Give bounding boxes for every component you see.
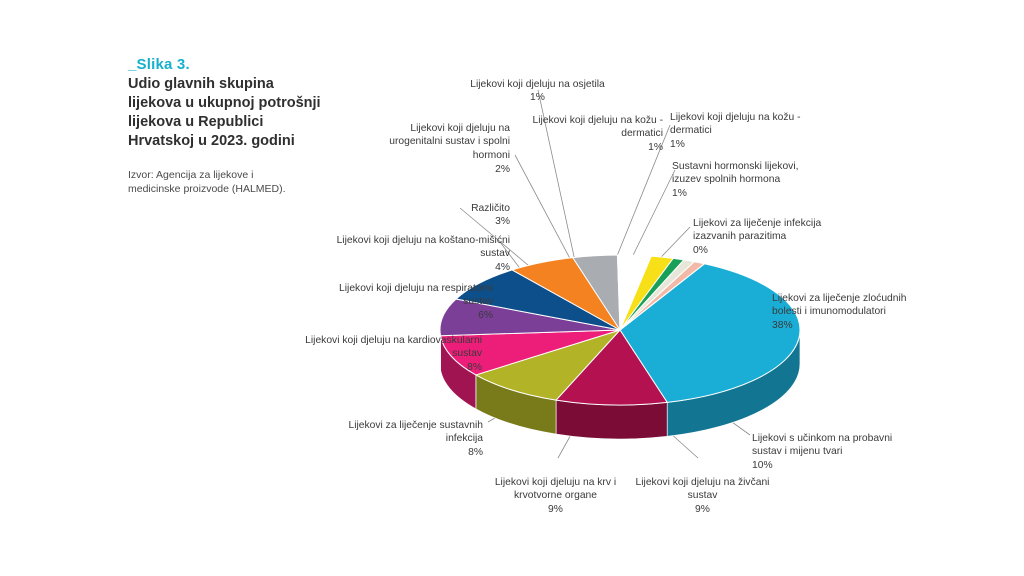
callout-hormonski: Sustavni hormonski lijekovi, izuzev spolnih hormona 1% [672, 160, 799, 200]
figure-source: Izvor: Agencija za lijekove i medicinske proizvode (HALMED). [128, 168, 286, 196]
pie-chart [300, 30, 1020, 560]
callout-razlicito: Različito 3% [471, 202, 510, 228]
callout-probavni: Lijekovi s učinkom na probavni sustav i mijenu tvari 10% [752, 432, 893, 472]
callout-zlocudne: Lijekovi za liječenje zloćudnih bolesti i imunomodulatori 38% [772, 292, 907, 332]
callout-urogenitalni: Lijekovi koji djeluju na urogenitalni sustav i spolni hormoni 2% [389, 122, 510, 175]
figure-header [128, 56, 328, 197]
callout-zivcani: Lijekovi koji djeluju na živčani sustav 9% [635, 476, 770, 516]
callout-respiratorni: Lijekovi koji djeluju na respiratorni sustav 6% [339, 282, 493, 322]
pie-slice-side [556, 400, 667, 439]
callout-osjetila: Lijekovi koji djeluju na osjetila 1% [470, 78, 605, 104]
callout-dermatici: Lijekovi koji djeluju na kožu - dermatici 1% [532, 114, 663, 154]
callout-kostano: Lijekovi koji djeluju na koštano-mišićni sustav 4% [336, 234, 510, 274]
callout-paraziti: Lijekovi za liječenje infekcija izazvanih parazitima 0% [693, 217, 822, 257]
callout-krv: Lijekovi koji djeluju na krv i krvotvorne organe 9% [494, 476, 617, 516]
figure-label: _Slika 3. [128, 56, 190, 73]
callout-dermatici-right: Lijekovi koji djeluju na kožu - dermatici 1% [670, 111, 801, 151]
callout-kardio: Lijekovi koji djeluju na kardiovaskularni sustav 8% [305, 334, 482, 374]
figure-title: Udio glavnih skupina lijekova u ukupnoj potrošnji lijekova u Republici Hrvatskoj u 2023. godini [128, 76, 321, 150]
callout-sustavne: Lijekovi za liječenje sustavnih infekcija 8% [348, 419, 483, 459]
